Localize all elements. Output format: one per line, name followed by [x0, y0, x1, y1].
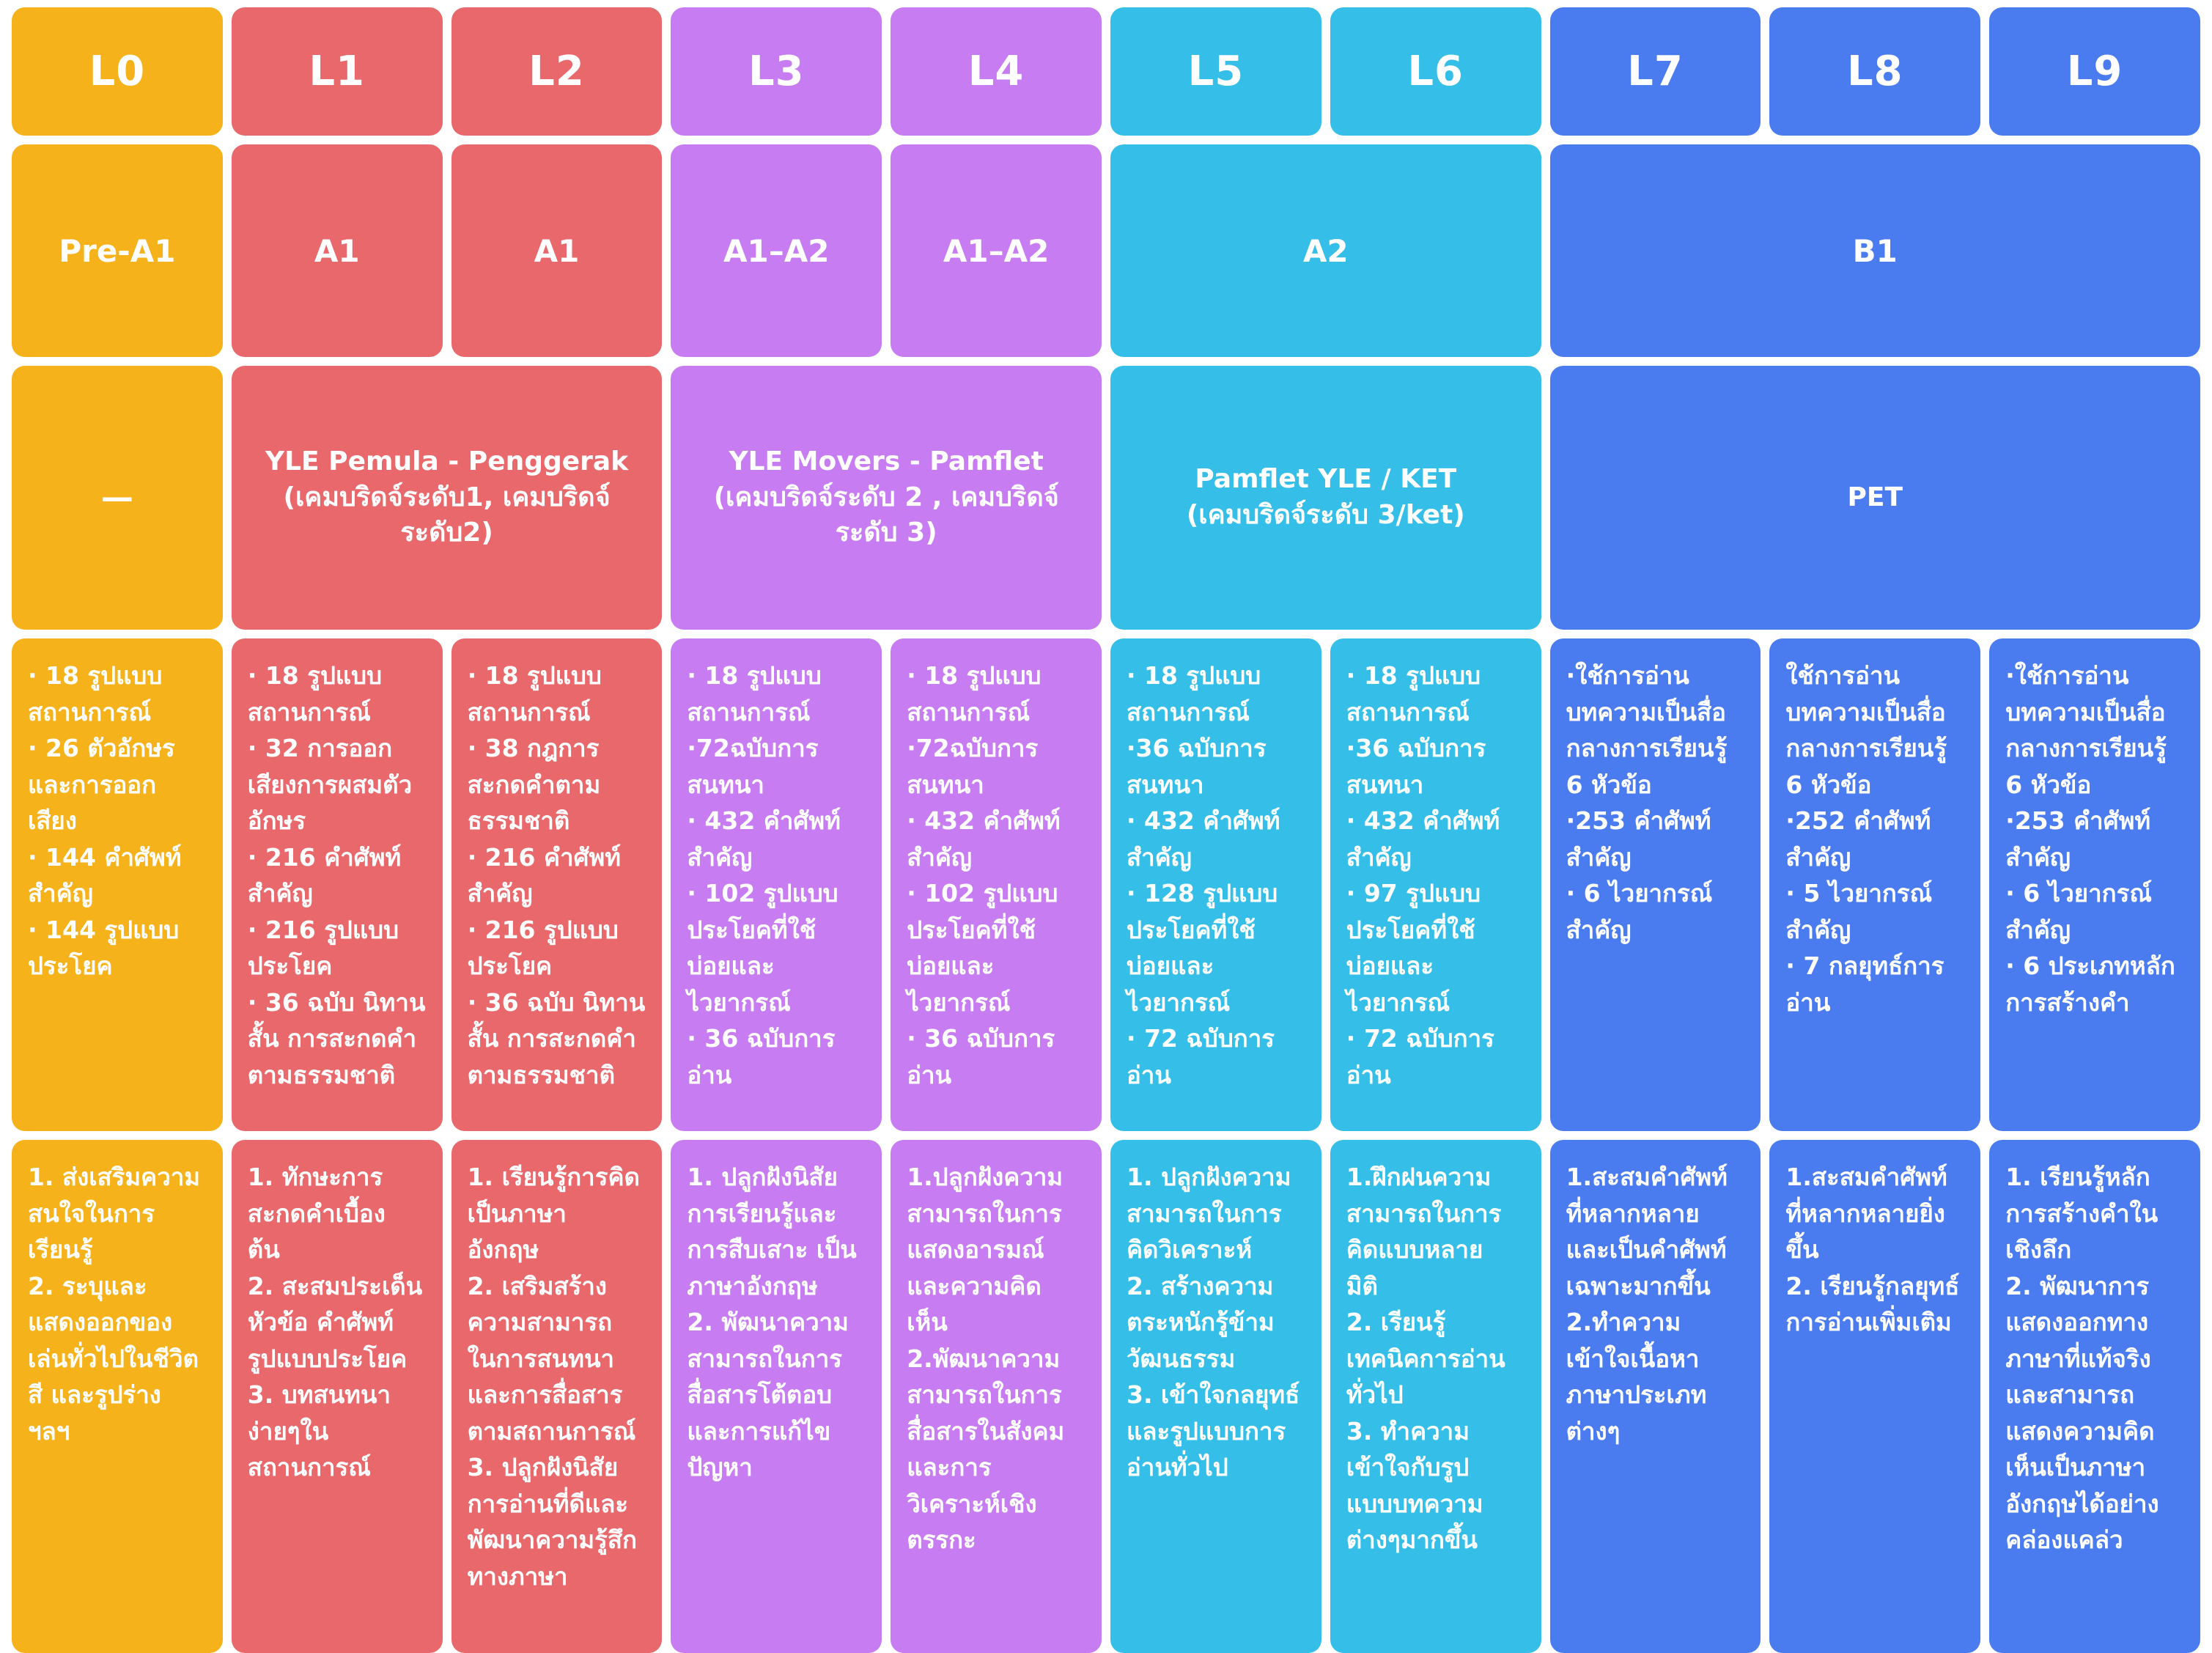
content-line: สำคัญ [28, 879, 93, 908]
content-line: · 18 รูปแบบ [687, 661, 822, 690]
goal-line: เรียนรู้ [28, 1235, 93, 1264]
goal-line: การสร้างคำใน [2005, 1199, 2158, 1228]
content-line: ·253 คำศัพท์ [1566, 806, 1711, 835]
content-line: บทความเป็นสื่อ [1785, 697, 1946, 726]
goal-line: และความคิด [907, 1271, 1042, 1300]
content-line: ประโยค [467, 951, 553, 980]
content-line: สถานการณ์ [28, 697, 152, 726]
content-line: บ่อยและ [1126, 951, 1214, 980]
content-line: สถานการณ์ [467, 697, 591, 726]
goal-line: 1.สะสมคำศัพท์ [1566, 1163, 1728, 1191]
cefr-band-label: B1 [1852, 232, 1898, 269]
goal-lines [2005, 1159, 2187, 1558]
goal-line: พัฒนาความรู้สึก [467, 1525, 637, 1554]
goal-line: อ่านทั่วไป [1126, 1453, 1228, 1481]
goal-line: ทั่วไป [1346, 1380, 1404, 1409]
content-line: ไวยากรณ์ [907, 987, 1011, 1017]
content-lines [1127, 658, 1308, 1093]
level-code-label: L6 [1407, 48, 1464, 95]
exam-none-dash: — [100, 479, 133, 517]
goal-cell [1110, 1140, 1321, 1653]
goal-line: 2. ระบุและ [28, 1271, 147, 1300]
goal-line: มิติ [1346, 1271, 1378, 1300]
goal-line: ปัญหา [687, 1453, 753, 1481]
content-line: อ่าน [1785, 987, 1831, 1017]
cefr-band-row [12, 144, 2200, 357]
content-line: สั้น การสะกดคำ [467, 1024, 636, 1053]
goal-line: ตรรกะ [907, 1525, 976, 1554]
cefr-band-label: A1 [314, 232, 360, 269]
goal-line: วิเคราะห์เชิง [907, 1489, 1037, 1518]
goal-cell [1989, 1140, 2200, 1653]
goals-row [12, 1140, 2200, 1653]
content-line: สถานการณ์ [1126, 697, 1250, 726]
content-row [12, 638, 2200, 1131]
content-line: สำคัญ [1785, 915, 1851, 944]
cefr-band-label: A1–A2 [723, 232, 830, 269]
content-line: เสียงการผสมตัว [247, 770, 413, 799]
content-line: ตามธรรมชาติ [247, 1060, 396, 1089]
content-line: · 102 รูปแบบ [907, 879, 1058, 908]
goal-line: และการ [907, 1453, 992, 1481]
cefr-band-cell [232, 144, 443, 357]
exam-subtitle: (เคมบริดจ์ระดับ 3/ket) [1186, 500, 1465, 530]
goal-line: แสดงออกทาง [2005, 1308, 2149, 1336]
content-line: · 216 รูปแบบ [247, 915, 399, 944]
content-lines [248, 658, 430, 1093]
content-cell [451, 638, 663, 1131]
level-code-label: L0 [89, 48, 146, 95]
goal-line: ตระหนักรู้ข้าม [1126, 1308, 1275, 1336]
goal-line: สามารถในการ [907, 1199, 1062, 1228]
goal-line: 2. เรียนรู้กลยุทธ์ [1785, 1271, 1960, 1300]
exam-cell [12, 366, 223, 630]
goal-line: แสดงความคิด [2005, 1416, 2155, 1446]
content-cell [891, 638, 1102, 1131]
goal-line: ความสามารถ [467, 1308, 613, 1336]
level-code-label: L5 [1187, 48, 1245, 95]
content-line: ตามธรรมชาติ [467, 1060, 616, 1089]
goal-line: ตามสถานการณ์ [467, 1416, 636, 1446]
content-line: กลางการเรียนรู้ [1566, 734, 1728, 762]
goal-line: เข้าใจเนื้อหา [1566, 1344, 1700, 1373]
goal-lines [468, 1159, 649, 1594]
exam-subtitle: (เคมบริดจ์ระดับ1, เคมบริดจ์ระดับ2) [283, 482, 611, 548]
goal-line: ต่างๆมากขึ้น [1346, 1525, 1478, 1554]
goal-line: 1. ทักษะการ [247, 1163, 383, 1191]
content-line: ·72ฉบับการ [687, 734, 819, 762]
goal-line: ภาษาอังกฤษ [687, 1271, 818, 1300]
content-line: · 6 ไวยากรณ์ [1566, 879, 1713, 908]
goal-line: สถานการณ์ [247, 1453, 371, 1481]
cefr-band-cell [451, 144, 663, 357]
goal-line: 2. พัฒนาการ [2005, 1271, 2150, 1300]
cefr-band-label: Pre-A1 [59, 232, 176, 269]
cefr-band-label: A1 [534, 232, 580, 269]
content-line: อ่าน [1126, 1060, 1171, 1089]
goal-line: สะกดคำเบื้อง [247, 1199, 386, 1228]
goal-line: 3. ปลูกฝังนิสัย [467, 1453, 619, 1481]
goal-lines [687, 1159, 869, 1486]
content-line: สนทนา [1346, 770, 1424, 799]
goal-line: เข้าใจกับรูป [1346, 1453, 1470, 1481]
exam-cell [1550, 366, 2200, 630]
content-lines [1785, 658, 1967, 1020]
goal-cell [12, 1140, 223, 1653]
content-line: ประโยคที่ใช้ [1346, 915, 1475, 944]
content-line: สนทนา [907, 770, 984, 799]
goal-line: ต้น [247, 1235, 280, 1264]
exam-title: PET [1847, 482, 1903, 512]
goal-line: เทคนิคการอ่าน [1346, 1344, 1505, 1373]
level-cell-l4 [891, 7, 1102, 136]
content-line: · 18 รูปแบบ [247, 661, 383, 690]
cefr-band-cell [1110, 144, 1541, 357]
goal-line: แสดงอารมณ์ [907, 1235, 1044, 1264]
goal-line: การอ่านเพิ่มเติม [1785, 1308, 1952, 1336]
content-cell [1769, 638, 1980, 1131]
content-line: บ่อยและ [1346, 951, 1434, 980]
content-line: · 432 คำศัพท์ [1126, 806, 1280, 835]
goal-line: สื่อสารในสังคม [907, 1416, 1065, 1446]
content-line: · 144 คำศัพท์ [28, 842, 182, 872]
goal-line: และเป็นคำศัพท์ [1566, 1235, 1727, 1264]
exam-row [12, 366, 2200, 630]
content-line: · 432 คำศัพท์ [1346, 806, 1500, 835]
exam-subtitle: (เคมบริดจ์ระดับ 2 , เคมบริดจ์ระดับ 3) [713, 482, 1059, 548]
goal-line: คล่องแคล่ว [2005, 1525, 2123, 1554]
goal-line: ที่หลากหลายยิ่ง [1785, 1199, 1945, 1228]
content-line: สถานการณ์ [687, 697, 811, 726]
content-line: กลางการเรียนรู้ [2005, 734, 2167, 762]
goal-line: การสืบเสาะ เป็น [687, 1235, 857, 1264]
content-line: 6 หัวข้อ [2005, 770, 2092, 799]
cefr-band-cell [1550, 144, 2200, 357]
goal-cell [1769, 1140, 1980, 1653]
goal-line: 1. ปลูกฝังนิสัย [687, 1163, 838, 1191]
goal-line: 1. ส่งเสริมความ [28, 1163, 201, 1191]
cefr-band-cell [12, 144, 223, 357]
goal-lines [28, 1159, 210, 1449]
content-line: สะกดคำตาม [467, 770, 601, 799]
goal-line: วัฒนธรรม [1126, 1344, 1236, 1373]
content-line: บ่อยและ [687, 951, 775, 980]
content-line: ·ใช้การอ่าน [2005, 661, 2129, 690]
content-line: ประโยคที่ใช้ [687, 915, 816, 944]
content-line: สำคัญ [2005, 842, 2071, 872]
goal-lines [1127, 1159, 1308, 1486]
content-line: สำคัญ [687, 842, 753, 872]
content-cell [232, 638, 443, 1131]
goal-line: คิดวิเคราะห์ [1126, 1235, 1253, 1264]
level-cell-l9 [1989, 7, 2200, 136]
content-line: ·36 ฉบับการ [1346, 734, 1486, 762]
goal-line: เล่นทั่วไปในชีวิต [28, 1344, 199, 1373]
content-line: สถานการณ์ [247, 697, 371, 726]
content-line: สำคัญ [1566, 915, 1632, 944]
goal-line: สามารถในการ [1346, 1199, 1502, 1228]
content-line: ·ใช้การอ่าน [1566, 661, 1689, 690]
goal-line: 2. เรียนรู้ [1346, 1308, 1446, 1336]
goal-line: 1. เรียนรู้การคิด [467, 1163, 640, 1191]
goal-line: เห็นเป็นภาษา [2005, 1453, 2146, 1481]
goal-cell [232, 1140, 443, 1653]
goal-line: 1. ปลูกฝังความ [1126, 1163, 1291, 1191]
goal-cell [671, 1140, 882, 1653]
content-line: สำคัญ [1346, 842, 1412, 872]
cefr-band-cell [671, 144, 882, 357]
goal-line: ในการสนทนา [467, 1344, 615, 1373]
content-cell [1330, 638, 1541, 1131]
level-cell-l5 [1110, 7, 1321, 136]
content-lines [2005, 658, 2187, 1020]
content-line: ไวยากรณ์ [687, 987, 791, 1017]
goal-cell [451, 1140, 663, 1653]
content-line: · 5 ไวยากรณ์ [1785, 879, 1933, 908]
goal-line: สี และรูปร่าง [28, 1380, 161, 1409]
content-line: และการออก [28, 770, 157, 799]
level-code-label: L3 [748, 48, 805, 95]
content-line: กลางการเรียนรู้ [1785, 734, 1947, 762]
goal-line: สามารถในการ [687, 1344, 842, 1373]
goal-line: เฉพาะมากขึ้น [1566, 1271, 1711, 1300]
content-line: · 36 ฉบับ นิทาน [247, 987, 426, 1017]
goal-line: ฯลฯ [28, 1416, 70, 1446]
goal-line: และการแก้ไข [687, 1416, 831, 1446]
content-line: · 38 กฎการ [467, 734, 600, 762]
content-line: · 216 คำศัพท์ [467, 842, 622, 872]
content-line: · 7 กลยุทธ์การ [1785, 951, 1944, 980]
content-line: · 18 รูปแบบ [1346, 661, 1481, 690]
goal-line: แสดงออกของ [28, 1308, 173, 1336]
content-line: ไวยากรณ์ [1126, 987, 1231, 1017]
goal-lines [1566, 1159, 1748, 1449]
exam-title: YLE Pemula - Penggerak [265, 446, 629, 477]
content-line: ·252 คำศัพท์ [1785, 806, 1931, 835]
goal-line: เห็น [907, 1308, 948, 1336]
content-line: บ่อยและ [907, 951, 995, 980]
content-line: อ่าน [907, 1060, 952, 1089]
level-cell-l0 [12, 7, 223, 136]
goal-line: 3. ทำความ [1346, 1416, 1470, 1446]
goal-line: เชิงลึก [2005, 1235, 2072, 1264]
goal-line: ภาษาที่แท้จริง [2005, 1344, 2151, 1373]
content-line: · 144 รูปแบบ [28, 915, 180, 944]
goal-line: 2. สร้างความ [1126, 1271, 1274, 1300]
content-line: · 26 ตัวอักษร [28, 734, 175, 762]
content-lines [1346, 658, 1528, 1093]
goal-line: และรูปแบบการ [1126, 1416, 1286, 1446]
content-line: · 32 การออก [247, 734, 393, 762]
content-line: ประโยคที่ใช้ [907, 915, 1036, 944]
goal-line: แบบบทความ [1346, 1489, 1483, 1518]
level-code-label: L4 [967, 48, 1025, 95]
goal-line: สามารถในการ [907, 1380, 1062, 1409]
goal-line: 2. สะสมประเด็น [247, 1271, 423, 1300]
exam-title: YLE Movers - Pamflet [729, 446, 1044, 477]
goal-line: อังกฤษ [467, 1235, 539, 1264]
content-line: ·253 คำศัพท์ [2005, 806, 2151, 835]
level-cell-l1 [232, 7, 443, 136]
content-line: สำคัญ [247, 879, 313, 908]
content-line: 6 หัวข้อ [1785, 770, 1872, 799]
content-line: · 216 คำศัพท์ [247, 842, 402, 872]
cefr-band-label: A1–A2 [943, 232, 1050, 269]
exam-cell [232, 366, 663, 630]
content-line: · 18 รูปแบบ [907, 661, 1042, 690]
goal-line: รูปแบบประโยค [247, 1344, 408, 1373]
content-cell [1989, 638, 2200, 1131]
goal-cell [1550, 1140, 1761, 1653]
content-line: · 36 ฉบับ นิทาน [467, 987, 646, 1017]
content-line: ประโยคที่ใช้ [1126, 915, 1256, 944]
cefr-band-label: A2 [1302, 232, 1349, 269]
goal-line: ต่างๆ [1566, 1416, 1621, 1446]
content-line: ธรรมชาติ [467, 806, 570, 835]
goal-line: คิดแบบหลาย [1346, 1235, 1483, 1264]
goal-line: อังกฤษได้อย่าง [2005, 1489, 2159, 1518]
content-line: สนทนา [687, 770, 764, 799]
goal-line: และสามารถ [2005, 1380, 2135, 1409]
goal-line: 2. พัฒนาความ [687, 1308, 849, 1336]
content-line: อักษร [247, 806, 306, 835]
content-line: · 18 รูปแบบ [28, 661, 163, 690]
level-code-label: L1 [309, 48, 366, 95]
content-line: · 6 ประเภทหลัก [2005, 951, 2175, 980]
goal-line: ง่ายๆใน [247, 1416, 329, 1446]
content-line: ใช้การอ่าน [1785, 661, 1901, 690]
goal-lines [907, 1159, 1088, 1558]
level-cell-l6 [1330, 7, 1541, 136]
content-cell [671, 638, 882, 1131]
goal-line: เป็นภาษา [467, 1199, 567, 1228]
content-line: อ่าน [1346, 1060, 1391, 1089]
level-row [12, 7, 2200, 136]
cefr-band-cell [891, 144, 1102, 357]
content-line: การสร้างคำ [2005, 987, 2130, 1017]
level-cell-l7 [1550, 7, 1761, 136]
exam-title: Pamflet YLE / KET [1195, 464, 1457, 495]
goal-line: ทางภาษา [467, 1561, 568, 1591]
content-line: ประโยค [247, 951, 333, 980]
goal-line: การเรียนรู้และ [687, 1199, 837, 1228]
goal-cell [1330, 1140, 1541, 1653]
goal-line: ที่หลากหลาย [1566, 1199, 1700, 1228]
goal-lines [1346, 1159, 1528, 1558]
content-cell [1110, 638, 1321, 1131]
content-line: สำคัญ [907, 842, 973, 872]
content-line: · 102 รูปแบบ [687, 879, 838, 908]
content-line: · 72 ฉบับการ [1346, 1024, 1494, 1053]
exam-cell [671, 366, 1102, 630]
goal-line: 1.ฝึกฝนความ [1346, 1163, 1492, 1191]
content-line: · 432 คำศัพท์ [907, 806, 1061, 835]
level-code-label: L9 [2066, 48, 2123, 95]
content-line: · 18 รูปแบบ [1126, 661, 1261, 690]
goal-line: ภาษาประเภท [1566, 1380, 1707, 1409]
content-line: · 18 รูปแบบ [467, 661, 602, 690]
content-lines [468, 658, 649, 1093]
content-line: ไวยากรณ์ [1346, 987, 1450, 1017]
goal-lines [1785, 1159, 1967, 1341]
goal-line: 2.ทำความ [1566, 1308, 1681, 1336]
goal-cell [891, 1140, 1102, 1653]
content-line: ·36 ฉบับการ [1126, 734, 1267, 762]
level-cell-l8 [1769, 7, 1980, 136]
content-line: สั้น การสะกดคำ [247, 1024, 417, 1053]
goal-line: 1.สะสมคำศัพท์ [1785, 1163, 1947, 1191]
content-line: · 432 คำศัพท์ [687, 806, 841, 835]
content-line: บทความเป็นสื่อ [2005, 697, 2166, 726]
content-line: · 36 ฉบับการ [907, 1024, 1055, 1053]
content-line: · 36 ฉบับการ [687, 1024, 836, 1053]
content-line: สนทนา [1126, 770, 1204, 799]
content-lines [687, 658, 869, 1093]
content-line: 6 หัวข้อ [1566, 770, 1652, 799]
content-line: สถานการณ์ [1346, 697, 1470, 726]
content-lines [1566, 658, 1748, 948]
goal-line: สามารถในการ [1126, 1199, 1282, 1228]
level-code-label: L2 [528, 48, 585, 95]
goal-line: 1.ปลูกฝังความ [907, 1163, 1063, 1191]
goal-lines [248, 1159, 430, 1486]
goal-line: 3. เข้าใจกลยุทธ์ [1126, 1380, 1300, 1409]
goal-line: 2.พัฒนาความ [907, 1344, 1061, 1373]
content-line: สำคัญ [467, 879, 533, 908]
goal-line: หัวข้อ คำศัพท์ [247, 1308, 394, 1336]
level-code-label: L8 [1846, 48, 1903, 95]
content-lines [907, 658, 1088, 1093]
goal-line: 1. เรียนรู้หลัก [2005, 1163, 2150, 1191]
goal-line: 3. บทสนทนา [247, 1380, 391, 1409]
level-cell-l2 [451, 7, 663, 136]
goal-line: ขึ้น [1785, 1235, 1819, 1264]
content-line: สำคัญ [1566, 842, 1632, 872]
content-line: สำคัญ [1785, 842, 1851, 872]
content-line: อ่าน [687, 1060, 732, 1089]
level-code-label: L7 [1627, 48, 1684, 95]
content-cell [12, 638, 223, 1131]
goal-line: สนใจในการ [28, 1199, 155, 1228]
goal-line: และการสื่อสาร [467, 1380, 623, 1409]
content-line: บทความเป็นสื่อ [1566, 697, 1726, 726]
content-line: สถานการณ์ [907, 697, 1031, 726]
level-cell-l3 [671, 7, 882, 136]
content-line: ประโยค [28, 951, 113, 980]
content-line: สำคัญ [1126, 842, 1192, 872]
content-cell [1550, 638, 1761, 1131]
content-line: · 72 ฉบับการ [1126, 1024, 1275, 1053]
content-line: ·72ฉบับการ [907, 734, 1039, 762]
content-line: · 6 ไวยากรณ์ [2005, 879, 2152, 908]
content-lines [28, 658, 210, 984]
content-line: เสียง [28, 806, 77, 835]
exam-cell [1110, 366, 1541, 630]
goal-line: การอ่านที่ดีและ [467, 1489, 629, 1518]
goal-line: 2. เสริมสร้าง [467, 1271, 607, 1300]
content-line: · 128 รูปแบบ [1126, 879, 1278, 908]
content-line: สำคัญ [2005, 915, 2071, 944]
content-line: · 97 รูปแบบ [1346, 879, 1481, 908]
content-line: · 216 รูปแบบ [467, 915, 619, 944]
goal-line: สื่อสารโต้ตอบ [687, 1380, 833, 1409]
